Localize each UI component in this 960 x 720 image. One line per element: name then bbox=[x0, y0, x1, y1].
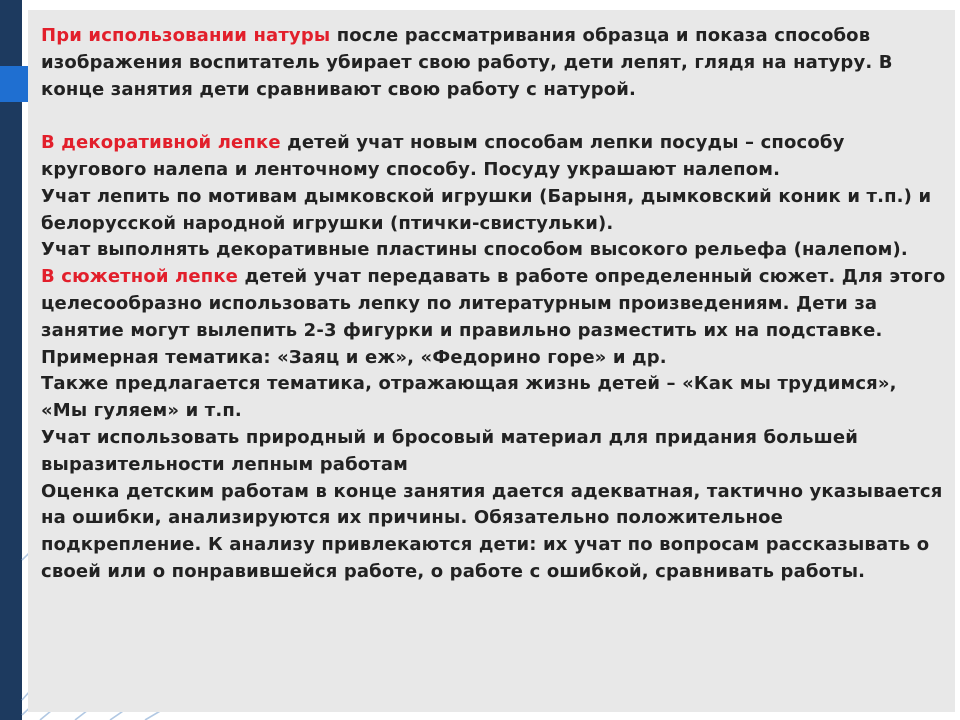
paragraph-evaluation: Оценка детским работам в конце занятия дается адекватная, тактично указывается на ошибки, анализируются их причины. Обязательно положительное подкрепление. К анализу привлекаются дети: их учат по вопросам рассказывать о своей или о понравившейся работе, о работе с ошибкой, сравнивать работы. bbox=[41, 480, 943, 582]
paragraph-decorative bbox=[41, 130, 946, 184]
paragraph-relief: Учат выполнять декоративные пластины способом высокого рельефа (налепом). bbox=[41, 239, 908, 261]
paragraph-text: детей учат новым способам лепки посуды – способу кругового налепа и ленточному способу. Посуду украшают налепом. bbox=[41, 132, 845, 180]
highlight-subject: В сюжетной лепке bbox=[41, 266, 239, 288]
highlight-natura: При использовании натуры bbox=[41, 25, 331, 46]
paragraph-text: после рассматривания образца и показа способов изображения воспитатель убирает свою работу, дети лепят, глядя на натуру. В конце занятия дети сравнивают свою работу с натурой. bbox=[41, 25, 893, 100]
paragraph-themes: Также предлагается тематика, отражающая жизнь детей – «Как мы трудимся», «Мы гуляем» и т.п. bbox=[41, 373, 897, 422]
paragraph-text: детей учат передавать в работе определенный сюжет. Для этого целесообразно использовать лепку по литературным произведениям. Дети за занятие могут вылепить 2-3 фигурки и правильно разместить их на подставке. Примерная тематика: «Заяц и еж», «Федорино горе» и др. bbox=[41, 266, 946, 368]
blank-line bbox=[41, 103, 946, 130]
paragraph-dymkovo: Учат лепить по мотивам дымковской игрушки (Барыня, дымковский коник и т.п.) и белорусской народной игрушки (птички-свистульки). bbox=[41, 185, 932, 234]
highlight-decorative: В декоративной лепке bbox=[41, 132, 281, 154]
paragraph-subject bbox=[41, 264, 946, 371]
paragraph-materials: Учат использовать природный и бросовый материал для придания большей выразительности лепным работам bbox=[41, 426, 859, 475]
paragraph-natura bbox=[41, 23, 946, 103]
slide-text bbox=[41, 23, 946, 586]
